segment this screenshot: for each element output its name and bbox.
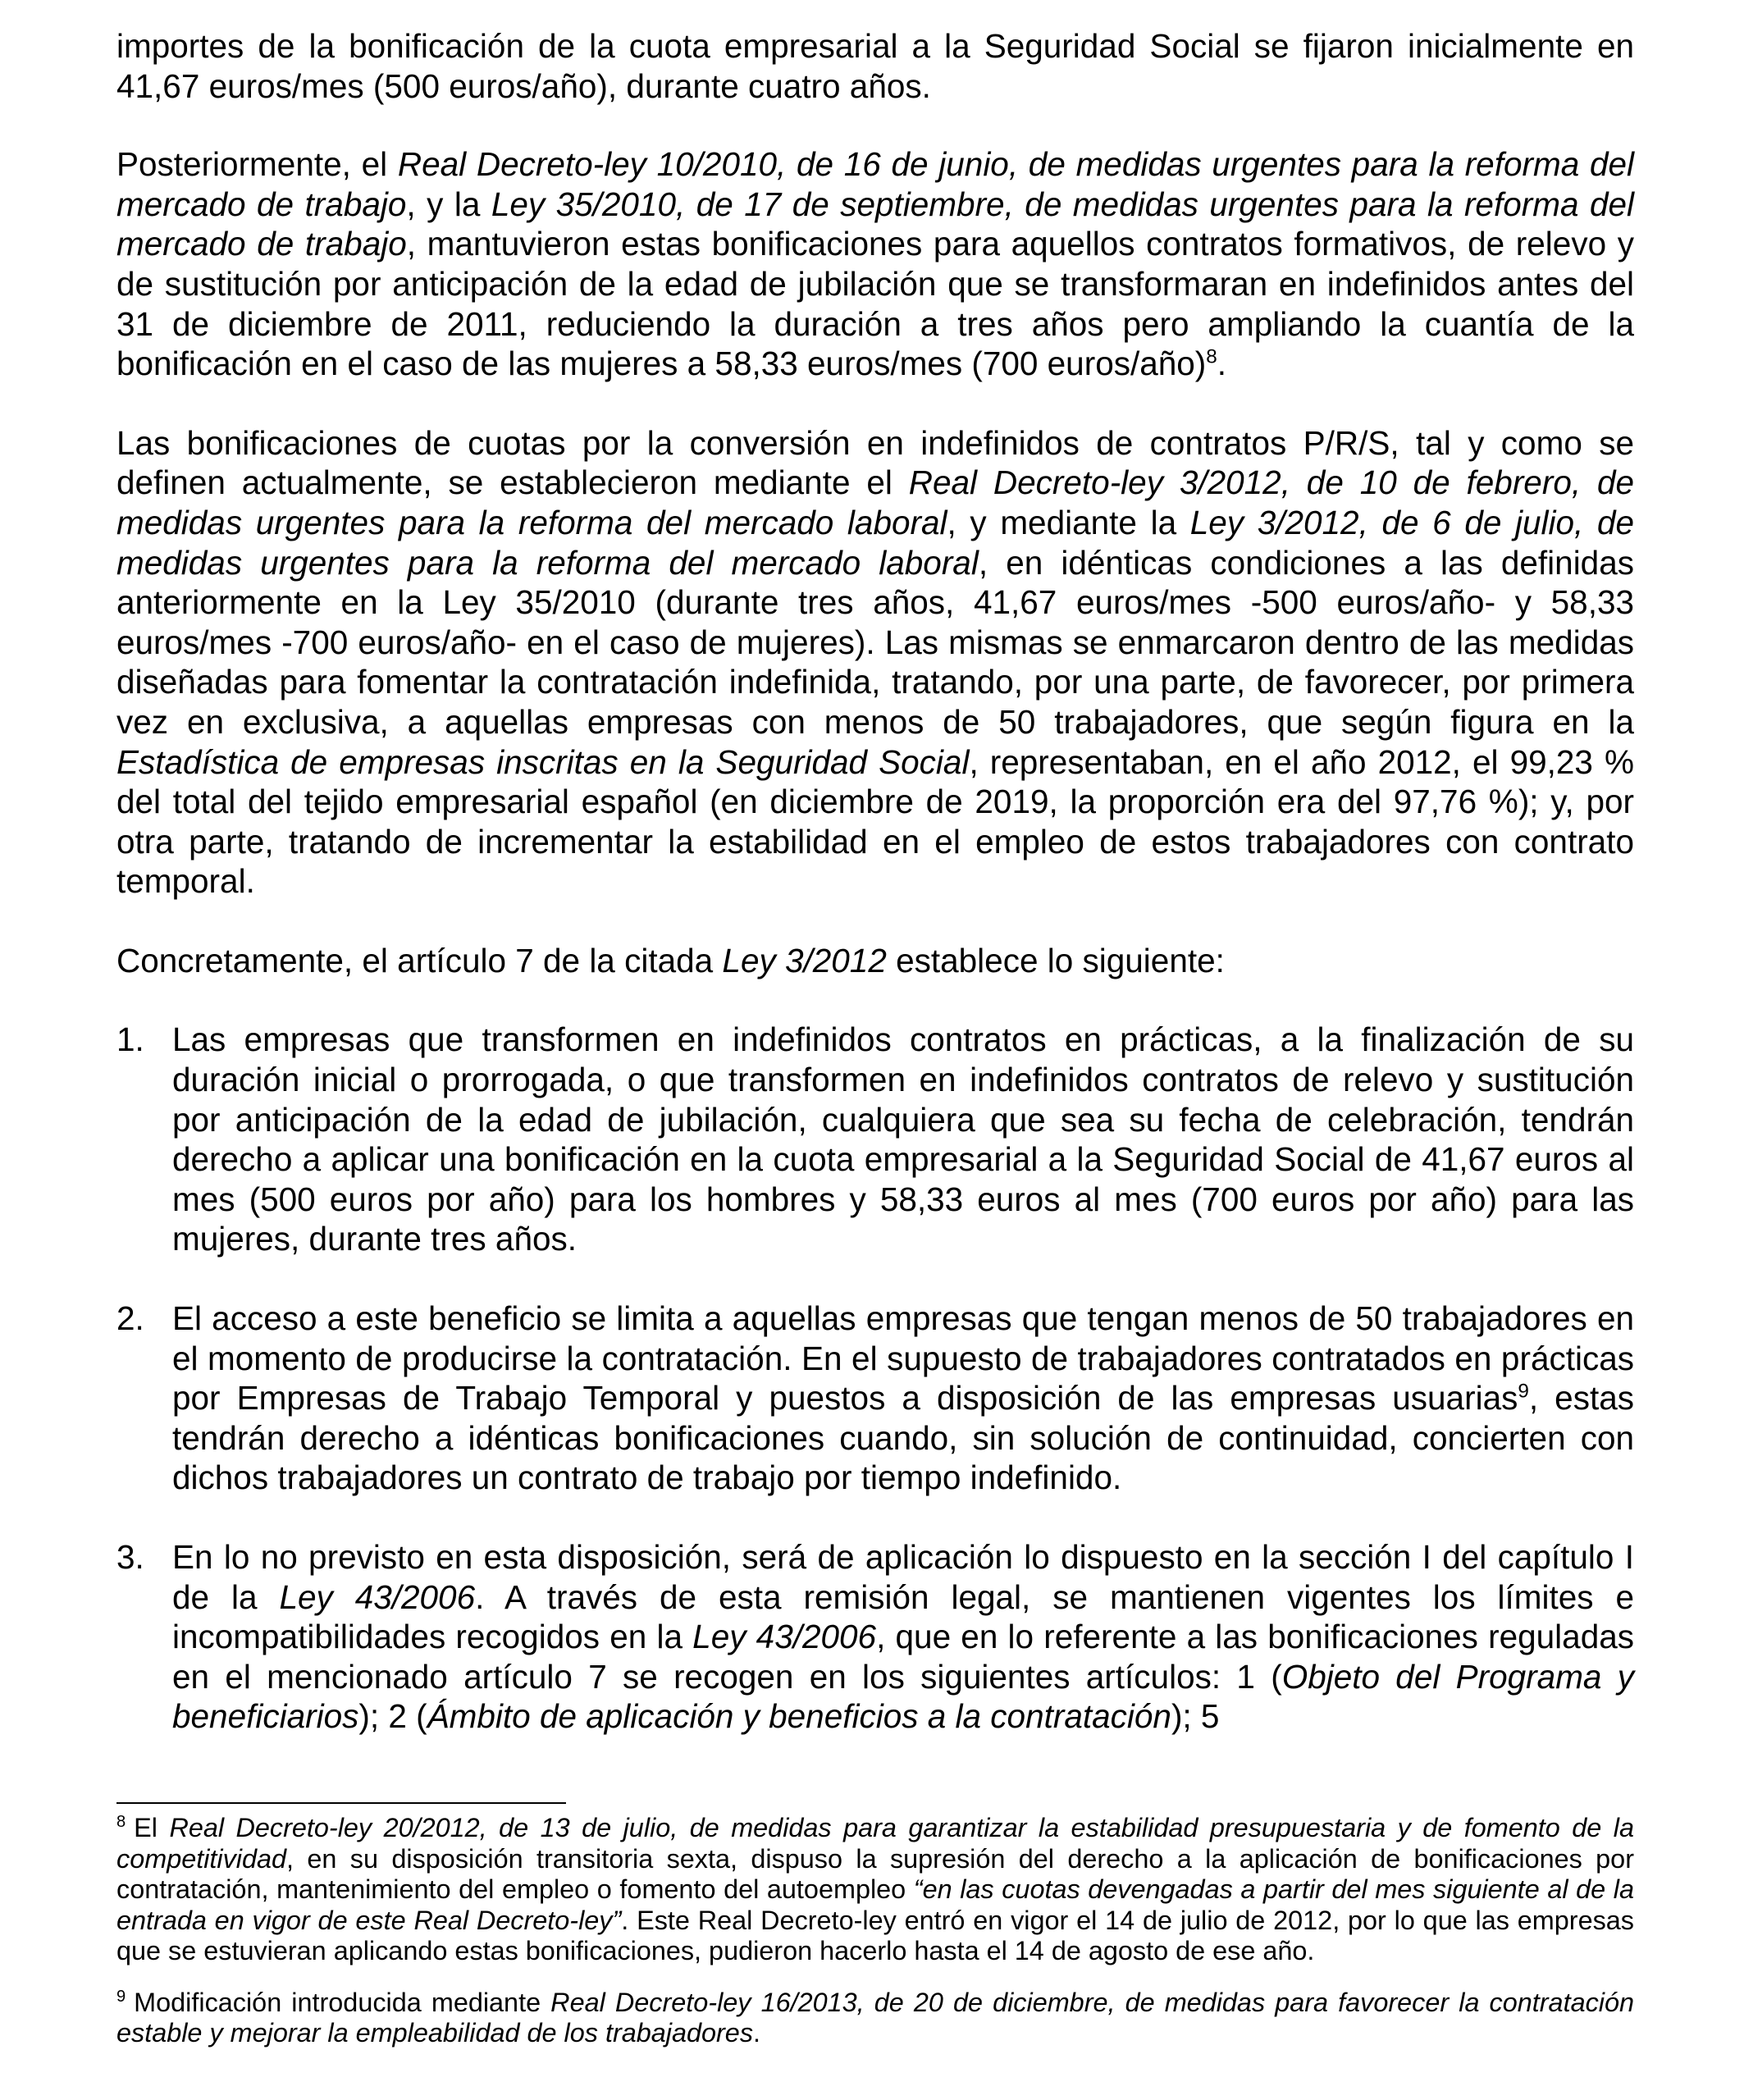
- paragraph-text: Concretamente, el artículo 7 de la citada: [116, 941, 723, 979]
- list-item-text: [172, 1020, 1634, 1259]
- list-item-number: 3.: [116, 1538, 144, 1576]
- paragraph-text: , y mediante la: [947, 503, 1190, 541]
- footnote-8: [116, 1813, 1634, 1967]
- law-reference: Ley 43/2006: [279, 1577, 476, 1616]
- article-title: Objeto del Programa y beneficiarios: [172, 1657, 1634, 1736]
- list-item: [116, 1020, 1634, 1259]
- article-7-list: [116, 1020, 1634, 1737]
- law-reference: Ley 35/2010, de 17 de septiembre, de medidas urgentes para la reforma del mercado de trabajo: [116, 185, 1634, 263]
- law-reference: Ley 3/2012, de 6 de julio, de medidas urgentes para la reforma del mercado laboral: [116, 503, 1635, 582]
- footnote-number: 8: [116, 1813, 126, 1832]
- list-item-content: , que en lo referente a las bonificaciones reguladas en el mencionado artículo 7 se recogen en los siguientes artículos: 1 (: [172, 1618, 1634, 1696]
- list-item: [116, 1537, 1634, 1737]
- paragraph-text: , y la: [406, 185, 491, 223]
- article-title: Ámbito de aplicación y beneficios a la contratación: [427, 1697, 1171, 1736]
- law-reference: Real Decreto-ley 16/2013, de 20 de diciembre, de medidas para favorecer la contratación estable y mejorar la empleabilidad de los trabajadores: [116, 1987, 1634, 2048]
- paragraph-text: , en idénticas condiciones a las definidas anteriormente en la Ley 35/2010 (durante tres años, 41,67 euros/mes -500 euros/año- y 58,33 euros/mes -700 euros/año- en el caso de mujeres). Las mismas se enmarcaron dentro de las medidas diseñadas para fomentar la contratación indefinida, tratando, por una parte, de favorecer, por primera vez en exclusiva, a aquellas empresas con menos de 50 trabajadores, que según figura en la: [116, 543, 1634, 741]
- law-reference: Real Decreto-ley 20/2012, de 13 de julio, de medidas para garantizar la estabilidad presupuestaria y de fomento de la competitividad: [116, 1813, 1634, 1874]
- paragraph-text: .: [1217, 345, 1227, 383]
- footnote-number: 9: [116, 1987, 126, 2006]
- paragraph-text: Las bonificaciones de cuotas por la conversión en indefinidos de contratos P/R/S, tal y como se definen actualmente, se establecieron mediante el: [116, 423, 1634, 502]
- paragraph-posteriormente: [116, 144, 1634, 384]
- footnote-content: Modificación introducida mediante: [134, 1987, 551, 2017]
- footnote-content: , en su disposición transitoria sexta, dispuso la supresión del derecho a la aplicación de bonificaciones por contratación, mantenimiento del empleo o fomento del autoempleo: [116, 1843, 1634, 1904]
- list-item-content: , estas tendrán derecho a idénticas bonificaciones cuando, sin solución de continuidad, concierten con dichos trabajadores un contrato de trabajo por tiempo indefinido.: [172, 1379, 1634, 1497]
- paragraph-text: , representaban, en el año 2012, el 99,23 % del total del tejido empresarial español (en diciembre de 2019, la proporción era del 97,76 %); y, por otra parte, tratando de incrementar la estabilidad en el empleo de estos trabajadores con contrato temporal.: [116, 742, 1634, 901]
- law-reference: Ley 3/2012: [722, 941, 887, 979]
- footnote-ref-8[interactable]: 8: [1206, 345, 1217, 368]
- law-reference: Ley 43/2006: [692, 1618, 877, 1656]
- law-reference: Real Decreto-ley 10/2010, de 16 de junio, de medidas urgentes para la reforma del mercado de trabajo: [116, 145, 1634, 223]
- list-item: [116, 1299, 1634, 1498]
- footnote-ref-9[interactable]: 9: [1518, 1380, 1529, 1403]
- footnote-content: .: [753, 2018, 761, 2048]
- footnote-content: El: [134, 1813, 170, 1842]
- paragraph-text: , mantuvieron estas bonificaciones para aquellos contratos formativos, de relevo y de sustitución por anticipación de la edad de jubilación que se transformaran en indefinidos antes del 31 de diciembre de 2011, reduciendo la duración a tres años pero ampliando la cuantía de la bonificación en el caso de las mujeres a 58,33 euros/mes (700 euros/año): [116, 225, 1634, 383]
- list-item-content: El acceso a este beneficio se limita a aquellas empresas que tengan menos de 50 trabajadores en el momento de producirse la contratación. En el supuesto de trabajadores contratados en prácticas por Empresas de Trabajo Temporal y puestos a disposición de las empresas usuarias: [172, 1299, 1634, 1418]
- paragraph-text: importes de la bonificación de la cuota empresarial a la Seguridad Social se fijaron inicialmente en 41,67 euros/mes (500 euros/año), durante cuatro años.: [116, 27, 1634, 105]
- paragraph-text: establece lo siguiente:: [886, 941, 1225, 979]
- list-item-content: Las empresas que transformen en indefinidos contratos en prácticas, a la finalización de su duración inicial o prorrogada, o que transformen en indefinidos contratos de relevo y sustitución por anticipación de la edad de jubilación, cualquiera que sea su fecha de celebración, tendrán derecho a aplicar una bonificación en la cuota empresarial a la Seguridad Social de 41,67 euros al mes (500 euros por año) para los hombres y 58,33 euros al mes (700 euros por año) para las mujeres, durante tres años.: [172, 1020, 1634, 1258]
- document-body: [116, 26, 1634, 1737]
- footnote-content: . Este Real Decreto-ley entró en vigor el 14 de julio de 2012, por lo que las empresas que se estuvieran aplicando estas bonificaciones, pudieron hacerlo hasta el 14 de agosto de ese año.: [116, 1905, 1634, 1965]
- list-item-text: [172, 1537, 1634, 1737]
- list-item-content: ); 2 (: [358, 1697, 427, 1736]
- footnote-9: [116, 1988, 1634, 2049]
- list-item-text: [172, 1299, 1634, 1498]
- paragraph-text: Posteriormente, el: [116, 145, 398, 184]
- footnote-text: [116, 1988, 1634, 2048]
- paragraph-bonificacion-inicial: [116, 26, 1634, 106]
- statistic-reference: Estadística de empresas inscritas en la Seguridad Social: [116, 742, 970, 781]
- footnote-text: [116, 1813, 1634, 1965]
- quotation: “en las cuotas devengadas a partir del mes siguiente al de la entrada en vigor de este Real Decreto-ley”: [116, 1874, 1634, 1935]
- list-item-number: 1.: [116, 1020, 144, 1059]
- paragraph-bonificaciones-prs: [116, 423, 1634, 902]
- list-item-content: En lo no previsto en esta disposición, será de aplicación lo dispuesto en la sección I del capítulo I de la: [172, 1538, 1634, 1616]
- footnotes: [116, 1813, 1634, 2070]
- footnote-separator: [116, 1802, 566, 1804]
- law-reference: Real Decreto-ley 3/2012, de 10 de febrero, de medidas urgentes para la reforma del mercado laboral: [116, 463, 1635, 541]
- list-item-content: ); 5: [1171, 1697, 1220, 1736]
- list-item-number: 2.: [116, 1299, 144, 1338]
- paragraph-concretamente: [116, 941, 1634, 981]
- list-item-content: . A través de esta remisión legal, se mantienen vigentes los límites e incompatibilidades recogidos en la: [172, 1577, 1634, 1656]
